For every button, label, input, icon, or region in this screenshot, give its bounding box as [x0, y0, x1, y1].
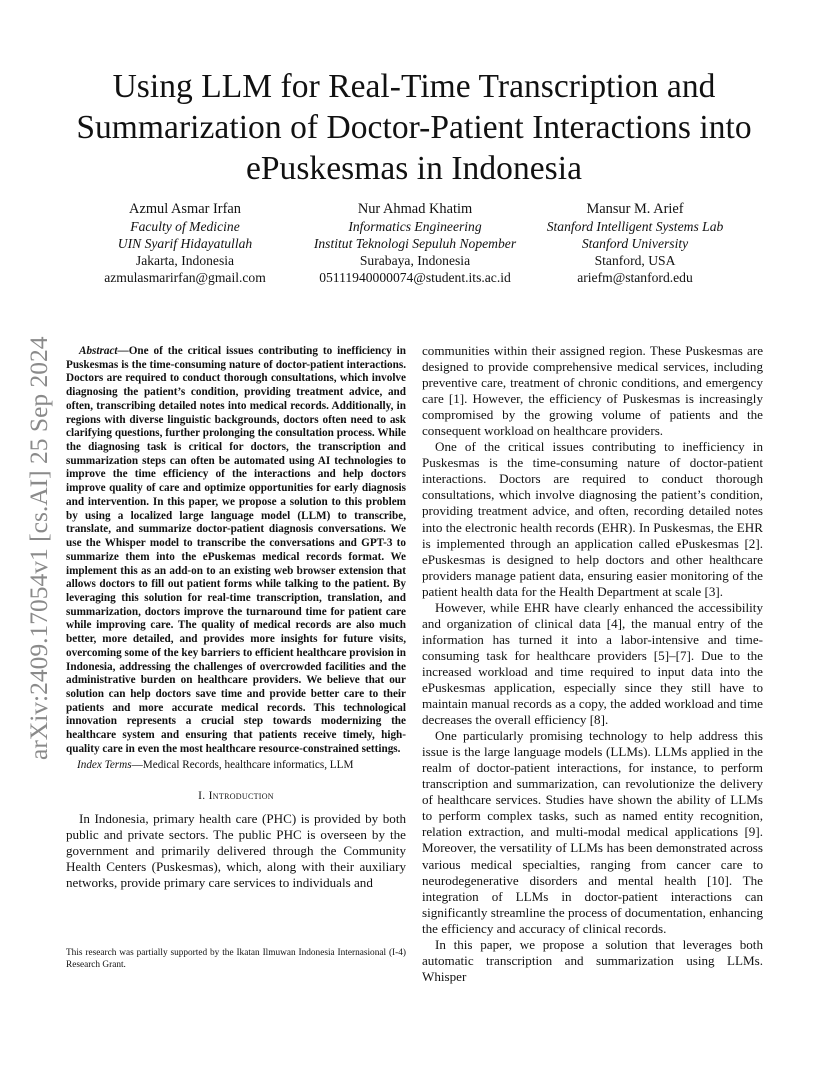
author-block [90, 201, 280, 286]
right-column [422, 343, 763, 985]
index-terms-text: —Medical Records, healthcare informatics, LLM [131, 758, 354, 771]
index-terms-label: Index Terms [77, 758, 132, 771]
body-paragraph: In this paper, we propose a solution that leverages both automatic transcription and summarization using LLMs. Whisper [422, 936, 763, 984]
author-block [286, 201, 544, 286]
author-location: Stanford, USA [594, 253, 676, 268]
body-paragraph: communities within their assigned region. These Puskesmas are designed to provide comprehensive medical services, including preventive care, treatment of chronic conditions, and emergency care [1]. However, the efficiency of Puskesmas is increasingly compromised by the growing volume of patients and the consequent workload on healthcare providers. [422, 343, 763, 439]
section-heading: I. Introduction [198, 788, 274, 802]
author-department: Faculty of Medicine [130, 219, 240, 234]
author-affiliation: Stanford University [581, 236, 689, 251]
footnote: This research was partially supported by the Ikatan Ilmuwan Indonesia Internasional (I-4) Research Grant. [66, 948, 406, 971]
abstract-label: Abstract [79, 345, 118, 357]
abstract [66, 345, 406, 757]
body-paragraph: However, while EHR have clearly enhanced the accessibility and organization of clinical data [4], the manual entry of the information has turned it into a labor-intensive and time-consuming task for healthcare providers [5]–[7]. Due to the increased workload and time required to input data into the ePuskesmas application, especially since they still have to maintain manual records as a copy, the added workload and time decreases the overall efficiency [8]. [422, 599, 763, 728]
author-name: Mansur M. Arief [586, 201, 684, 217]
author-location: Surabaya, Indonesia [359, 253, 471, 268]
body-paragraph: One of the critical issues contributing to inefficiency in Puskesmas is the time-consuming nature of doctor-patient interactions. Doctors are required to conduct thorough consultations, which involve diagnosing the patient’s condition, providing treatment advice, and often, recording detailed notes into the electronic health records (EHR). In Puskesmas, the EHR is implemented through an application called ePuskesmas [2]. ePuskesmas is designed to help doctors and other healthcare providers manage patient data, ensuring easier monitoring of the patient health data for the Health Department at scale [3]. [422, 439, 763, 599]
body-paragraph: One particularly promising technology to help address this issue is the large language models (LLMs). LLMs applied in the realm of doctor-patient interactions, for instance, to perform transcription and summarization, can revolutionize the delivery of healthcare services. Studies have shown the ability of LLMs to perform complex tasks, such as named entity recognition, relation extraction, and multi-modal medical applications [9]. Moreover, the versatility of LLMs has been demonstrated across various medical specialties, ranging from cancer care to neurodegenerative disorders and mental health [10]. The integration of LLMs in doctor-patient interactions can significantly streamline the process of documentation, enhancing the efficiency and accuracy of clinical records. [422, 728, 763, 936]
author-affiliation: UIN Syarif Hidayatullah [117, 236, 253, 251]
author-email: ariefm@stanford.edu [577, 270, 693, 285]
left-column [66, 345, 406, 891]
author-department: Informatics Engineering [348, 219, 482, 234]
author-email: 05111940000074@student.its.ac.id [319, 270, 511, 285]
author-email: azmulasmarirfan@gmail.com [104, 270, 266, 285]
abstract-text: —One of the critical issues contributing to inefficiency in Puskesmas is the time-consuming nature of doctor-patient interactions. Doctors are required to conduct thorough consultations, which involve diagnosing the patient’s condition, providing treatment advice, and often, transcribing detailed notes into medical records. Additionally, in regions with diverse linguistic backgrounds, doctors often need to ask clarifying questions, further prolonging the consultation process. While the diagnosing task is critical for doctors, the transcription and summarization steps can often be automated using AI technologies to improve the time efficiency of the interactions and help doctors improve quality of care and optimize opportunities for early diagnosis and intervention. In this paper, we propose a solution to this problem by using a localized large language model (LLM) to transcribe, translate, and summarize doctor-patient diagnosis conversations. We use the Whisper model to transcribe the conversations and GPT-3 to summarize them into the ePuskemas medical records format. We implement this as an add-on to an existing web browser extension that allows doctors to fill out patient forms while talking to the patient. By leveraging this solution for real-time transcription, translation, and summarization, doctors improve the turnaround time for patient care while improving care. The quality of medical records are also much better, more detailed, and provides more insights for future visits, overcoming some of the key barriers to efficient healthcare provision in Indonesia, addressing the challenges of overcrowded facilities and the administrative burden on healthcare providers. We believe that our solution can help doctors save time and provide better care to their patients and more accurate medical records. This technological innovation represents a crucial step towards modernizing the healthcare system and ensuring that patients receive timely, high-quality care in even the most healthcare resource-constrained settings. [66, 345, 406, 755]
intro-paragraph: In Indonesia, primary health care (PHC) is provided by both public and private sectors. The public PHC is overseen by the government and primarily delivered through the Community Health Centers (Puskesmas), which, along with their auxiliary networks, provide primary care services to individuals and [66, 810, 406, 890]
author-name: Azmul Asmar Irfan [129, 201, 241, 217]
author-location: Jakarta, Indonesia [135, 253, 235, 268]
arxiv-identifier: arXiv:2409.17054v1 [cs.AI] 25 Sep 2024 [24, 336, 53, 760]
paper-title: Using LLM for Real-Time Transcription and Summarization of Doctor-Patient Interactions into ePuskesmas in Indonesia [76, 68, 752, 187]
author-department: Stanford Intelligent Systems Lab [546, 219, 724, 234]
author-block [530, 201, 740, 286]
author-name: Nur Ahmad Khatim [357, 201, 473, 217]
index-terms [66, 758, 406, 772]
author-affiliation: Institut Teknologi Sepuluh Nopember [313, 236, 517, 251]
